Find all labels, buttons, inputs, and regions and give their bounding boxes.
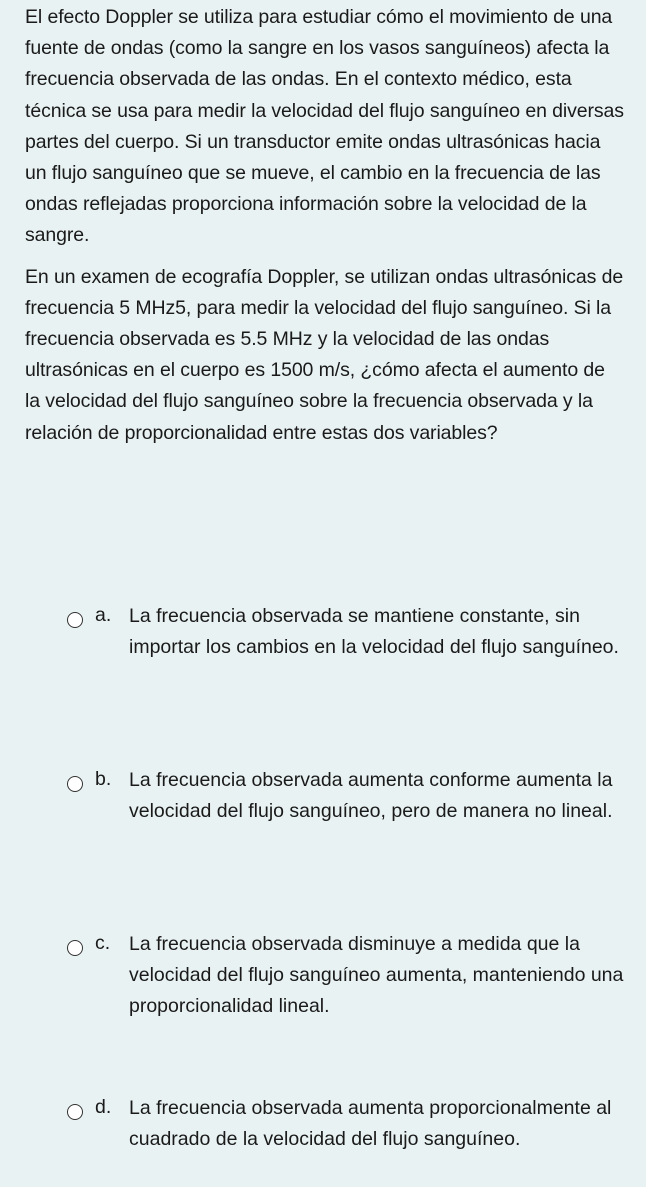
option-text: La frecuencia observada aumenta proporcionalmente al cuadrado de la velocidad del flujo sanguíneo. (129, 1097, 612, 1151)
option-letter: d. (95, 1096, 112, 1118)
radio-option-c[interactable] (67, 940, 83, 956)
option-text: La frecuencia observada se mantiene constante, sin importar los cambios en la velocidad del flujo sanguíneo. (129, 605, 619, 659)
option-letter: a. (95, 604, 112, 626)
radio-option-b[interactable] (67, 776, 83, 792)
option-letter: c. (95, 932, 111, 954)
option-letter: b. (95, 768, 112, 790)
question-body: En un examen de ecografía Doppler, se utilizan ondas ultrasónicas de frecuencia 5 MHz5, para medir la velocidad del flujo sanguíneo. Si la frecuencia observada es 5.5 MHz y la velocidad de las ondas ultrasónicas en el cuerpo es 1500 m/s, ¿cómo afecta el aumento de la velocidad del flujo sanguíneo sobre la frecuencia observada y la relación de proporcionalidad entre estas dos variables? (25, 265, 624, 444)
question-intro: El efecto Doppler se utiliza para estudiar cómo el movimiento de una fuente de ondas (como la sangre en los vasos sanguíneos) afecta la frecuencia observada de las ondas. En el contexto médico, esta técnica se usa para medir la velocidad del flujo sanguíneo en diversas partes del cuerpo. Si un transductor emite ondas ultrasónicas hacia un flujo sanguíneo que se mueve, el cambio en la frecuencia de las ondas reflejadas proporciona información sobre la velocidad de la sangre. (25, 6, 624, 247)
option-text: La frecuencia observada disminuye a medida que la velocidad del flujo sanguíneo aumenta, manteniendo una proporcionalidad lineal. (129, 933, 624, 1018)
radio-option-d[interactable] (67, 1104, 83, 1120)
question-text (25, 0, 625, 449)
radio-option-a[interactable] (67, 612, 83, 628)
option-text: La frecuencia observada aumenta conforme aumenta la velocidad del flujo sanguíneo, pero de manera no lineal. (129, 769, 613, 823)
